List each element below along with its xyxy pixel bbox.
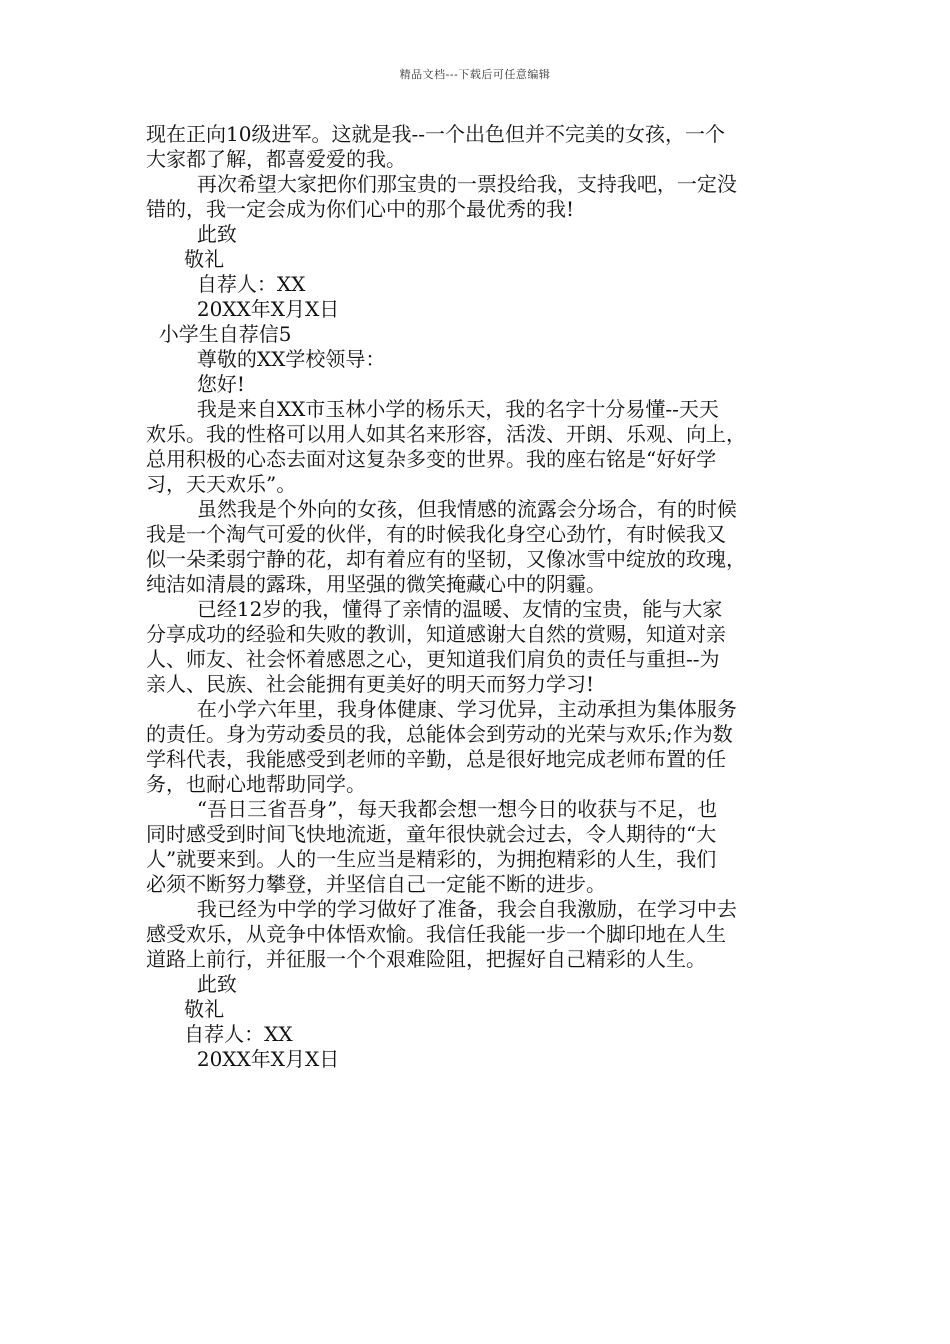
text-line: 在小学六年里，我身体健康、学习优异，主动承担为集体服务 <box>146 697 737 721</box>
text-line: 已经12岁的我，懂得了亲情的温暖、友情的宝贵，能与大家 <box>146 597 723 621</box>
text-line: 欢乐。我的性格可以用人如其名来形容，活泼、开朗、乐观、向上， <box>146 422 746 446</box>
text-line: 虽然我是个外向的女孩，但我情感的流露会分场合，有的时候 <box>146 497 737 521</box>
letter-greeting: 尊敬的XX学校领导： <box>146 347 386 371</box>
letter-hello: 您好! <box>146 372 245 396</box>
text-line: 人、师友、社会怀着感恩之心，更知道我们肩负的责任与重担--为 <box>146 647 720 671</box>
text-line: 似一朵柔弱宁静的花，却有着应有的坚韧，又像冰雪中绽放的玫瑰， <box>146 547 746 571</box>
closing-regards: 敬礼 <box>146 247 225 271</box>
text-line: 大家都了解，都喜爱爱的我。 <box>146 147 406 171</box>
text-line: 的责任。身为劳动委员的我，总能体会到劳动的光荣与欢乐;作为数 <box>146 722 733 746</box>
page-header: 精品文档---下载后可任意编辑 <box>399 68 551 81</box>
date-line: 20XX年X月X日 <box>146 297 340 321</box>
text-line: 感受欢乐，从竞争中体悟欢愉。我信任我能一步一个脚印地在人生 <box>146 922 726 946</box>
section-title: 小学生自荐信5 <box>146 322 292 346</box>
date-line: 20XX年X月X日 <box>146 1047 340 1071</box>
text-line: 必须不断努力攀登，并坚信自己一定能不断的进步。 <box>146 872 606 896</box>
document-body <box>146 122 816 1072</box>
text-line: 学科代表，我能感受到老师的辛勤，总是很好地完成老师布置的任 <box>146 747 726 771</box>
text-line: 道路上前行，并征服一个个艰难险阻，把握好自己精彩的人生。 <box>146 947 706 971</box>
closing-regards: 敬礼 <box>146 997 225 1021</box>
text-line: 亲人、民族、社会能拥有更美好的明天而努力学习! <box>146 672 595 696</box>
text-line: 分享成功的经验和失败的教训，知道感谢大自然的赏赐，知道对亲 <box>146 622 726 646</box>
signature: 自荐人：XX <box>146 1022 293 1046</box>
text-line: 务，也耐心地帮助同学。 <box>146 772 366 796</box>
text-line: 总用积极的心态去面对这复杂多变的世界。我的座右铭是“好好学 <box>146 447 717 471</box>
closing-salutation: 此致 <box>146 222 237 246</box>
text-line: 错的，我一定会成为你们心中的那个最优秀的我! <box>146 197 575 221</box>
text-line: 同时感受到时间飞快地流逝，童年很快就会过去，令人期待的“大 <box>146 822 717 846</box>
text-line: 现在正向10级进军。这就是我--一个出色但并不完美的女孩，一个 <box>146 122 725 146</box>
text-line: 我是一个淘气可爱的伙伴，有的时候我化身空心劲竹，有时候我又 <box>146 522 726 546</box>
text-line: 我是来自XX市玉林小学的杨乐天，我的名字十分易懂--天天 <box>146 397 719 421</box>
text-line: 习，天天欢乐”。 <box>146 472 297 496</box>
text-line: 我已经为中学的学习做好了准备，我会自我激励，在学习中去 <box>146 897 737 921</box>
text-line: 人”就要来到。人的一生应当是精彩的，为拥抱精彩的人生，我们 <box>146 847 717 871</box>
text-line: “吾日三省吾身”，每天我都会想一想今日的收获与不足，也 <box>146 797 718 821</box>
closing-salutation: 此致 <box>146 972 237 996</box>
signature: 自荐人：XX <box>146 272 306 296</box>
text-line: 纯洁如清晨的露珠，用坚强的微笑掩藏心中的阴霾。 <box>146 572 606 596</box>
text-line: 再次希望大家把你们那宝贵的一票投给我，支持我吧，一定没 <box>146 172 737 196</box>
